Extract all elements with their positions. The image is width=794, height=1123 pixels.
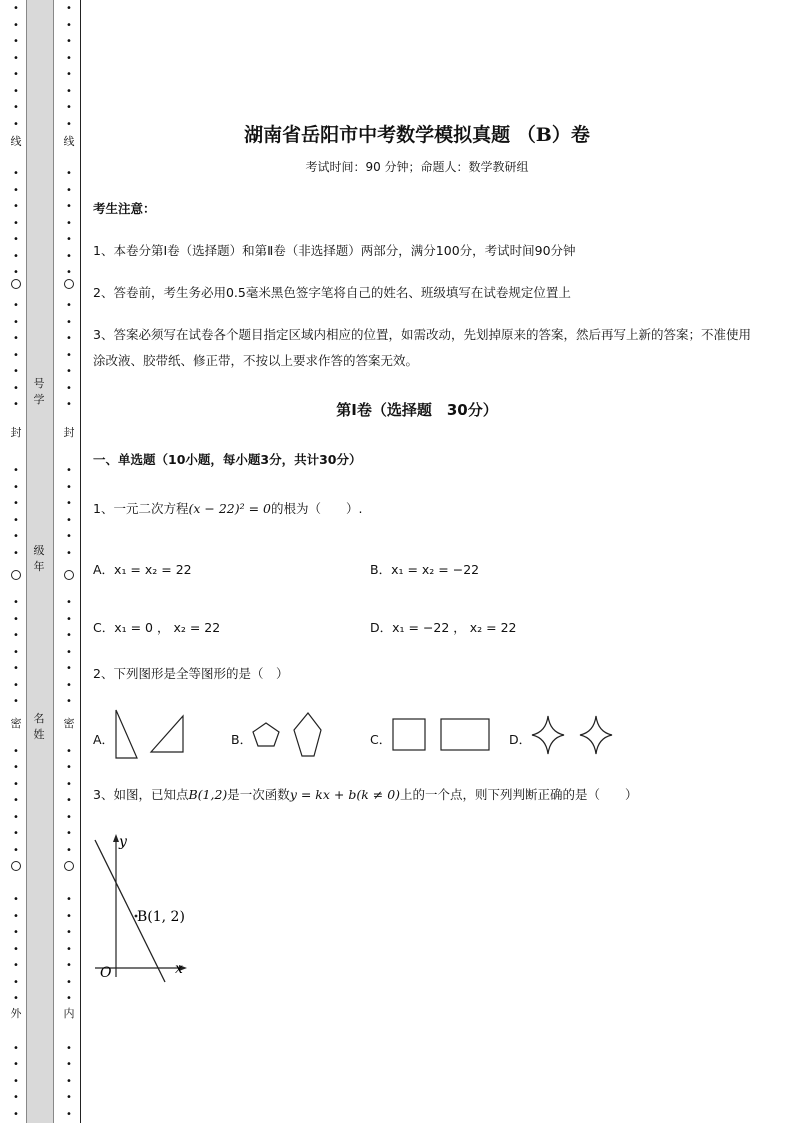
q3-stem-b: 是一次函数 [227,787,290,802]
binding-dot: • [13,646,19,658]
notice-item-3: 3、答案必须写在试卷各个题目指定区域内相应的位置，如需改动，先划掉原来的答案，然后再写上新的答案；不准使用涂改液、胶带纸、修正带，不按以上要求作答的答案无效。 [93,327,751,368]
binding-dot: • [13,52,19,64]
pentagon-shape [294,713,321,756]
notice-item-1: 1、本卷分第Ⅰ卷（选择题）和第Ⅱ卷（非选择题）两部分，满分100分，考试时间90分钟 [93,243,576,258]
binding-circle [64,570,74,580]
binding-dot: • [13,366,19,377]
binding-dot: • [13,663,19,674]
binding-dot: • [66,778,72,790]
q1-option-d[interactable]: D．x₁ = −22 ， x₂ = 22 [370,620,517,635]
binding-dot: • [66,828,72,839]
question-1 [93,496,362,522]
binding-dot: • [66,118,72,130]
binding-circle [11,570,21,580]
binding-dot: • [13,349,19,361]
origin-label: O [100,965,112,981]
exam-title: 湖南省岳阳市中考数学模拟真题 （B）卷 [244,124,590,146]
square-shape [393,719,425,750]
binding-dot: • [66,943,72,955]
binding-dot: • [66,630,72,641]
binding-dot: • [66,679,72,691]
star-shape [580,716,612,754]
field-label-grade: 级年 [33,544,45,573]
binding-dot: • [66,217,72,229]
notice-item-2: 2、答卷前，考生务必用0.5毫米黑色签字笔将自己的姓名、班级填写在试卷规定位置上 [93,285,571,300]
q2-option-d-label[interactable]: D． [509,732,532,747]
part-heading: 一、单选题（10小题，每小题3分，共计30分） [93,452,362,467]
binding-dot: • [13,927,19,938]
binding-dot: • [66,663,72,674]
binding-dot: • [13,85,19,97]
binding-dot: • [66,613,72,625]
q1-prefix: 1、一元二次方程 [93,501,189,516]
question-3 [93,782,638,808]
field-label-name: 名姓 [33,712,45,741]
binding-dot: • [66,762,72,773]
binding-dot: • [13,102,19,113]
binding-circle [64,279,74,289]
q3-graph [90,832,200,987]
binding-dot: • [13,3,19,14]
binding-char-xian-outer: 线 [10,135,22,148]
binding-dot: • [66,19,72,31]
binding-dot: • [66,234,72,245]
binding-dot: • [13,399,19,410]
q1-option-c[interactable]: C．x₁ = 0 ， x₂ = 22 [93,620,221,635]
binding-dot: • [13,481,19,493]
binding-char-xian-inner: 线 [63,135,75,148]
binding-dot: • [66,250,72,262]
binding-dot: • [13,696,19,707]
y-axis-label: y [119,834,127,850]
x-axis-label: x [175,961,183,977]
binding-dot: • [66,514,72,526]
binding-dot: • [66,382,72,394]
binding-char-feng-outer: 封 [10,426,22,439]
binding-dot: • [13,844,19,856]
binding-dot: • [66,531,72,542]
q3-point: B(1,2) [188,787,228,802]
q1-option-b[interactable]: B．x₁ = x₂ = −22 [370,562,480,577]
q2-option-b-label[interactable]: B． [231,732,253,747]
binding-dot: • [13,1059,19,1070]
binding-dot: • [13,316,19,328]
q3-function: y = kx + b(k ≠ 0) [289,787,401,802]
q1-option-a[interactable]: A．x₁ = x₂ = 22 [93,562,192,577]
binding-dot: • [13,465,19,476]
binding-dot: • [13,910,19,922]
q2-figure-stars [526,712,618,758]
binding-dot: • [66,52,72,64]
binding-dot: • [13,382,19,394]
binding-dot: • [66,366,72,377]
binding-dot: • [66,927,72,938]
binding-dot: • [13,745,19,757]
binding-dot: • [13,267,19,278]
rectangle-shape [441,719,489,750]
binding-dot: • [66,696,72,707]
binding-dot: • [66,646,72,658]
triangle-shape [116,710,137,758]
binding-dot: • [13,976,19,988]
binding-dot: • [66,201,72,212]
pentagon-shape [253,723,279,746]
binding-dot: • [66,481,72,493]
binding-dot: • [13,19,19,31]
binding-dot: • [13,234,19,245]
binding-dot: • [13,531,19,542]
binding-dot: • [66,976,72,988]
notice-heading: 考生注意： [93,201,156,216]
binding-dot: • [13,184,19,196]
field-label-student-id: 号学 [33,377,45,406]
binding-char-wai: 外 [10,1007,22,1020]
point-b-label: B(1, 2) [137,909,185,925]
q2-option-a-label[interactable]: A． [93,732,115,747]
binding-char-mi-inner: 密 [63,717,75,730]
binding-dot: • [66,102,72,113]
binding-dot: • [66,399,72,410]
q2-figure-triangles [110,706,190,762]
binding-dot: • [13,36,19,47]
binding-dot: • [13,778,19,790]
binding-circle [11,279,21,289]
binding-dot: • [13,1075,19,1087]
q3-stem-c: 上的一个点，则下列判断正确的是（ ） [400,787,638,802]
q2-figure-rectangles [388,716,492,754]
binding-dot: • [66,36,72,47]
binding-dot: • [66,960,72,971]
binding-dot: • [66,745,72,757]
binding-char-feng-inner: 封 [63,426,75,439]
question-2: 2、下列图形是全等图形的是（ ） [93,666,289,681]
binding-dot: • [66,811,72,823]
binding-dot: • [13,69,19,80]
binding-dot: • [13,547,19,559]
binding-dot: • [13,1108,19,1120]
binding-dot: • [66,910,72,922]
section-title: 第Ⅰ卷（选择题 30分） [336,401,498,419]
binding-dot: • [66,3,72,14]
binding-char-nei: 内 [63,1007,75,1020]
binding-dot: • [13,993,19,1004]
binding-dot: • [66,894,72,905]
binding-dot: • [13,118,19,130]
binding-dot: • [13,250,19,262]
binding-circle [64,861,74,871]
binding-dot: • [66,1108,72,1120]
binding-dot: • [13,597,19,608]
binding-dot: • [13,943,19,955]
binding-dot: • [13,894,19,905]
binding-dot: • [13,960,19,971]
binding-dot: • [66,498,72,509]
q3-stem-a: 3、如图，已知点 [93,787,189,802]
binding-dot: • [66,597,72,608]
binding-dot: • [66,168,72,179]
binding-dot: • [13,762,19,773]
binding-dot: • [13,514,19,526]
binding-dot: • [66,844,72,856]
binding-dot: • [13,795,19,806]
binding-dot: • [66,1075,72,1087]
binding-dot: • [13,217,19,229]
binding-dot: • [66,1059,72,1070]
q1-equation: (x − 22)² = 0 [188,501,271,516]
binding-dot: • [66,184,72,196]
binding-dot: • [13,300,19,311]
binding-char-mi-outer: 密 [10,717,22,730]
binding-dot: • [13,811,19,823]
binding-dot: • [66,795,72,806]
triangle-shape [151,716,183,752]
binding-dot: • [66,547,72,559]
binding-dot: • [13,498,19,509]
q1-suffix: 的根为（ ）. [270,501,363,516]
star-shape [532,716,564,754]
binding-dot: • [66,465,72,476]
binding-dot: • [66,85,72,97]
exam-subtitle: 考试时间：90 分钟；命题人：数学教研组 [305,160,529,174]
q2-option-c-label[interactable]: C． [370,732,392,747]
binding-dot: • [66,1092,72,1103]
binding-dot: • [66,69,72,80]
binding-dot: • [66,267,72,278]
q2-figure-pentagons [248,710,328,762]
binding-dot: • [66,316,72,328]
binding-dot: • [13,168,19,179]
binding-dot: • [13,1042,19,1054]
binding-dot: • [66,349,72,361]
binding-dot: • [13,630,19,641]
binding-dot: • [66,300,72,311]
binding-dot: • [13,333,19,344]
binding-circle [11,861,21,871]
binding-dot: • [66,1042,72,1054]
binding-dot: • [13,828,19,839]
binding-dot: • [66,333,72,344]
binding-dot: • [13,679,19,691]
binding-dot: • [13,613,19,625]
binding-dot: • [66,993,72,1004]
binding-dot: • [13,201,19,212]
binding-dot: • [13,1092,19,1103]
